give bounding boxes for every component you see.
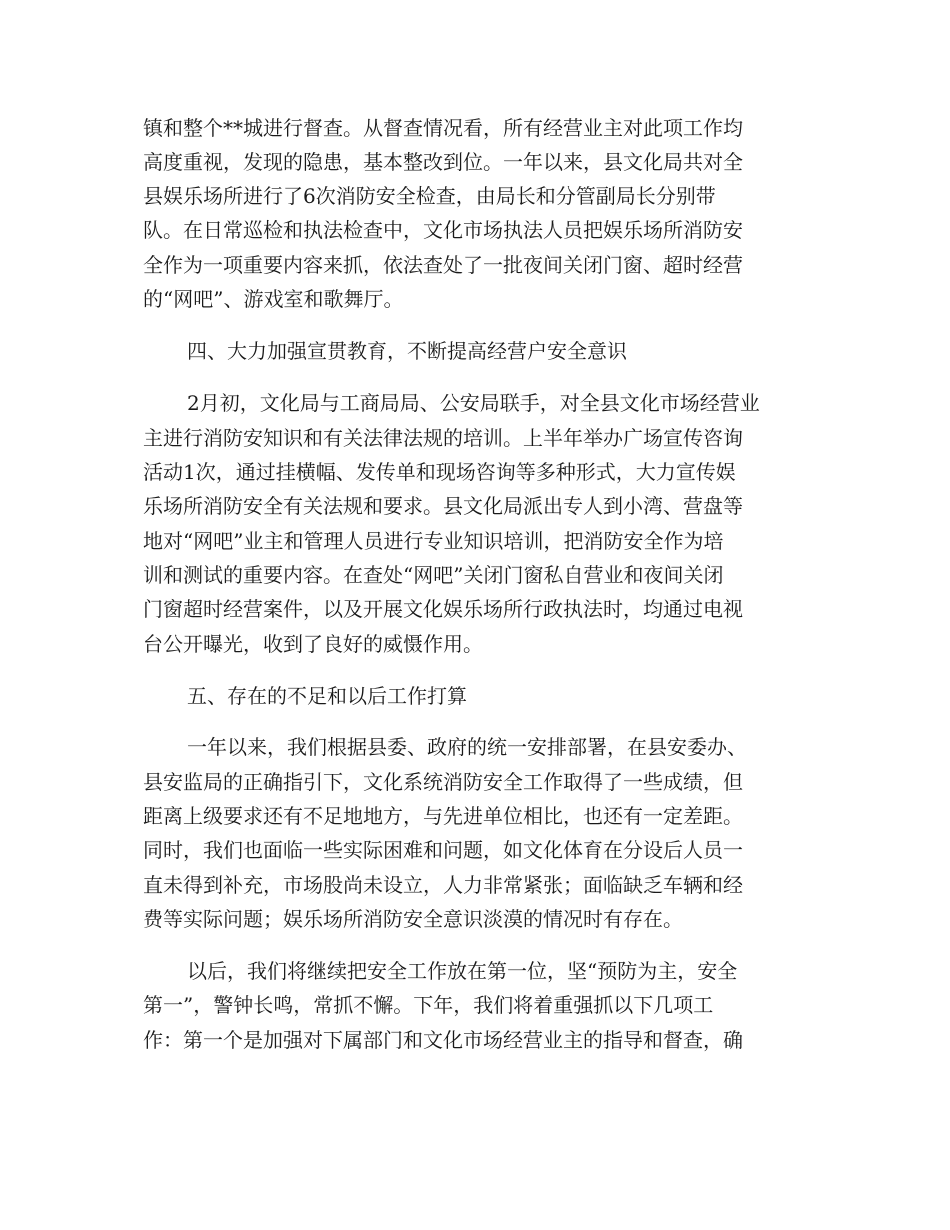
paragraph-line: 主进行消防安知识和有关法律法规的培训。上半年举办广场宣传咨询: [143, 426, 743, 450]
paragraph-line: 作：第一个是加强对下属部门和文化市场经营业主的指导和督查，确: [143, 1028, 743, 1052]
document-body: [143, 0, 803, 1230]
paragraph-line: 县安监局的正确指引下，文化系统消防安全工作取得了一些成绩，但: [143, 770, 743, 794]
paragraph-line: 训和测试的重要内容。在查处“网吧”关闭门窗私自营业和夜间关闭: [143, 563, 724, 587]
paragraph-line: 2月初，文化局与工商局局、公安局联手，对全县文化市场经营业: [187, 391, 760, 415]
paragraph-line: 全作为一项重要内容来抓，依法查处了一批夜间关闭门窗、超时经营: [143, 253, 743, 277]
paragraph-line: 台公开曝光，收到了良好的威慑作用。: [143, 632, 483, 656]
section-heading: 五、存在的不足和以后工作打算: [187, 684, 467, 708]
paragraph-line: 直未得到补充，市场股尚未设立，人力非常紧张；面临缺乏车辆和经: [143, 873, 743, 897]
paragraph-line: 队。在日常巡检和执法检查中，文化市场执法人员把娱乐场所消防安: [143, 218, 743, 242]
paragraph-line: 第一”，警钟长鸣，常抓不懈。下年，我们将着重强抓以下几项工: [143, 993, 714, 1017]
paragraph-line: 县娱乐场所进行了6次消防安全检查，由局长和分管副局长分别带: [143, 184, 716, 208]
paragraph-line: 乐场所消防安全有关法规和要求。县文化局派出专人到小湾、营盘等: [143, 494, 743, 518]
paragraph-line: 的“网吧”、游戏室和歌舞厅。: [143, 287, 404, 311]
paragraph-line: 活动1次，通过挂横幅、发传单和现场咨询等多种形式，大力宣传娱: [143, 460, 736, 484]
paragraph-line: 门窗超时经营案件，以及开展文化娱乐场所行政执法时，均通过电视: [143, 597, 743, 621]
paragraph-line: 镇和整个**城进行督查。从督查情况看，所有经营业主对此项工作均: [143, 116, 743, 140]
paragraph-line: 距离上级要求还有不足地地方，与先进单位相比，也还有一定差距。: [143, 804, 743, 828]
paragraph-line: 地对“网吧”业主和管理人员进行专业知识培训，把消防安全作为培: [143, 529, 724, 553]
paragraph-line: 以后，我们将继续把安全工作放在第一位，坚“预防为主，安全: [187, 959, 738, 983]
section-heading: 四、大力加强宣贯教育，不断提高经营户安全意识: [187, 339, 627, 363]
paragraph-line: 高度重视，发现的隐患，基本整改到位。一年以来，县文化局共对全: [143, 150, 743, 174]
paragraph-line: 同时，我们也面临一些实际困难和问题，如文化体育在分设后人员一: [143, 838, 743, 862]
paragraph-line: 费等实际问题；娱乐场所消防安全意识淡漠的情况时有存在。: [143, 907, 683, 931]
paragraph-line: 一年以来，我们根据县委、政府的统一安排部署，在县安委办、: [187, 735, 747, 759]
